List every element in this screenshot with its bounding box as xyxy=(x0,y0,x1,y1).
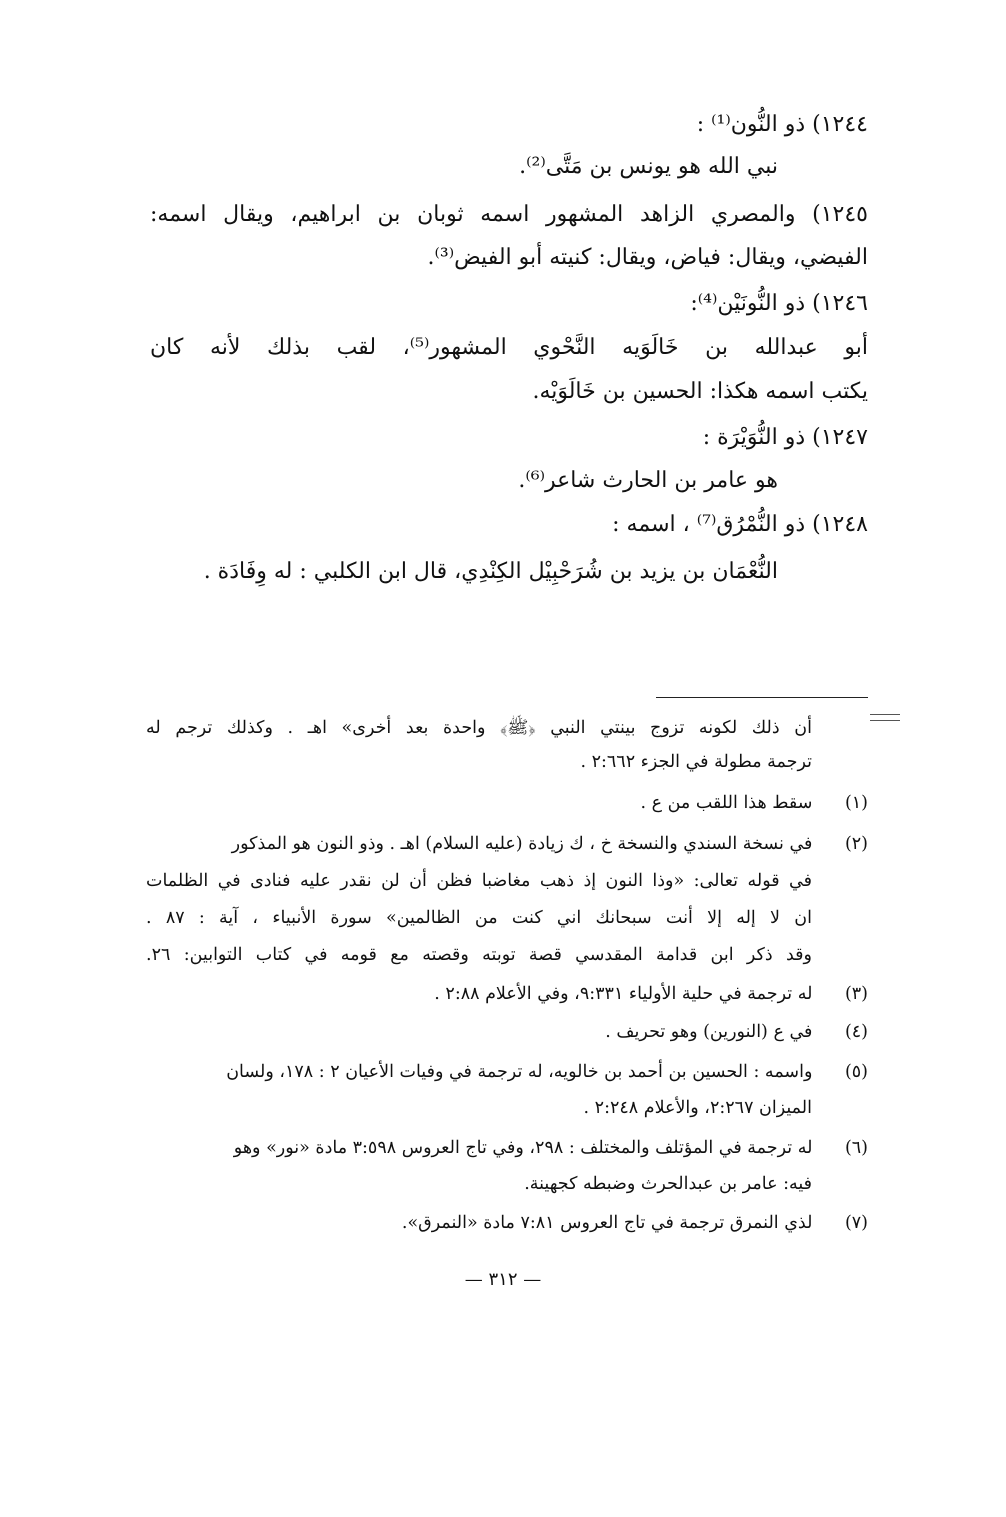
footnote-number: (١) xyxy=(844,793,868,813)
page-number: — ٣١٢ — xyxy=(464,1269,542,1290)
footnote-carryover-line1: أن ذلك لكونه تزوج بينتي النبي ﴿ﷺ﴾ واحدة بعد أخرى» اهـ . وكذلك ترجم له xyxy=(146,718,812,738)
entry-1244-body: نبي الله هو يونس بن مَتَّى⁽²⁾. xyxy=(519,154,778,179)
footnote-5-cont: الميزان ٢:٢٦٧، والأعلام ٢:٢٤٨ . xyxy=(583,1098,812,1118)
entry-1248-body: النُّعْمَان بن يزيد بن شُرَحْبِيْل الكِنْدِي، قال ابن الكلبي : له وِفَادَة . xyxy=(203,559,778,584)
footnote-number: (٤) xyxy=(844,1022,868,1042)
footnote-6-cont: فيه: عامر بن عبدالحرث وضبطه كجهينة. xyxy=(524,1174,812,1194)
footnote-4 xyxy=(146,1015,868,1049)
footnote-2 xyxy=(146,827,868,861)
entry-1246-body-line2: يكتب اسمه هكذا: الحسين بن خَالَوَيْه. xyxy=(532,379,868,404)
entry-1246-heading: ١٢٤٦) ذو النُّونَيْن⁽⁴⁾: xyxy=(690,291,868,316)
entry-1247-body: هو عامر بن الحارث شاعر⁽⁶⁾. xyxy=(518,468,778,493)
footnote-text: في ع (النورين) وهو تحريف . xyxy=(605,1022,813,1042)
footnote-text: في نسخة السندي والنسخة خ ، ك زيادة (عليه السلام) اهـ . وذو النون هو المذكور xyxy=(231,834,813,854)
footnote-6 xyxy=(146,1131,868,1165)
footnote-text: واسمه : الحسين بن أحمد بن خالويه، له ترجمة في وفيات الأعيان ٢ : ١٧٨، ولسان xyxy=(226,1062,813,1082)
footnote-number: (٣) xyxy=(844,984,868,1004)
footnote-2-cont3: وقد ذكر ابن قدامة المقدسي قصة توبته وقصته مع قومه في كتاب التوابين: ٢٦. xyxy=(146,945,812,965)
footnote-2-cont2: ان لا إله إلا أنت سبحانك اني كنت من الظالمين» سورة الأنبياء ، آية : ٨٧ . xyxy=(146,908,812,928)
footnote-text: سقط هذا اللقب من ع . xyxy=(640,793,813,813)
footnote-number: (٦) xyxy=(844,1138,868,1158)
entry-1245-body: الفيضي، ويقال: فياض، ويقال: كنيته أبو الفيض⁽³⁾. xyxy=(427,245,868,270)
entry-1248-heading: ١٢٤٨) ذو النُّمْرُق⁽⁷⁾ ، اسمه : xyxy=(612,512,868,537)
footnote-5 xyxy=(146,1055,868,1089)
footnote-separator xyxy=(656,697,868,698)
entry-1246-body-line1: أبو عبدالله بن خَالَوَيه النَّحْوي المشهور⁽⁵⁾، لقب بذلك لأنه كان xyxy=(150,335,868,360)
entry-1247-heading: ١٢٤٧) ذو النُّوَيْرَة : xyxy=(702,425,868,450)
entry-1244-heading: ١٢٤٤) ذو النُّون⁽¹⁾ : xyxy=(696,112,868,137)
footnote-7 xyxy=(146,1206,868,1240)
footnote-text: له ترجمة في المؤتلف والمختلف : ٢٩٨، وفي تاج العروس ٣:٥٩٨ مادة «نور» وهو xyxy=(233,1138,813,1158)
footnote-number: (٧) xyxy=(844,1213,868,1233)
footnote-text: لذي النمرق ترجمة في تاج العروس ٧:٨١ مادة «النمرق». xyxy=(401,1213,813,1233)
footnote-text: له ترجمة في حلية الأولياء ٩:٣٣١، وفي الأعلام ٢:٨٨ . xyxy=(434,984,813,1004)
footnote-carryover-line2: ترجمة مطولة في الجزء ٢:٦٦٢ . xyxy=(580,752,812,772)
double-line-mark xyxy=(870,714,900,721)
footnote-1 xyxy=(146,786,868,820)
footnote-3 xyxy=(146,977,868,1011)
entry-1245-heading: ١٢٤٥) والمصري الزاهد المشهور اسمه ثوبان بن ابراهيم، ويقال اسمه: xyxy=(150,202,868,227)
footnote-2-cont1: في قوله تعالى: «وذا النون إذ ذهب مغاضبا فظن أن لن نقدر عليه فنادى في الظلمات xyxy=(146,871,812,891)
footnote-number: (٢) xyxy=(844,834,868,854)
footnote-number: (٥) xyxy=(844,1062,868,1082)
